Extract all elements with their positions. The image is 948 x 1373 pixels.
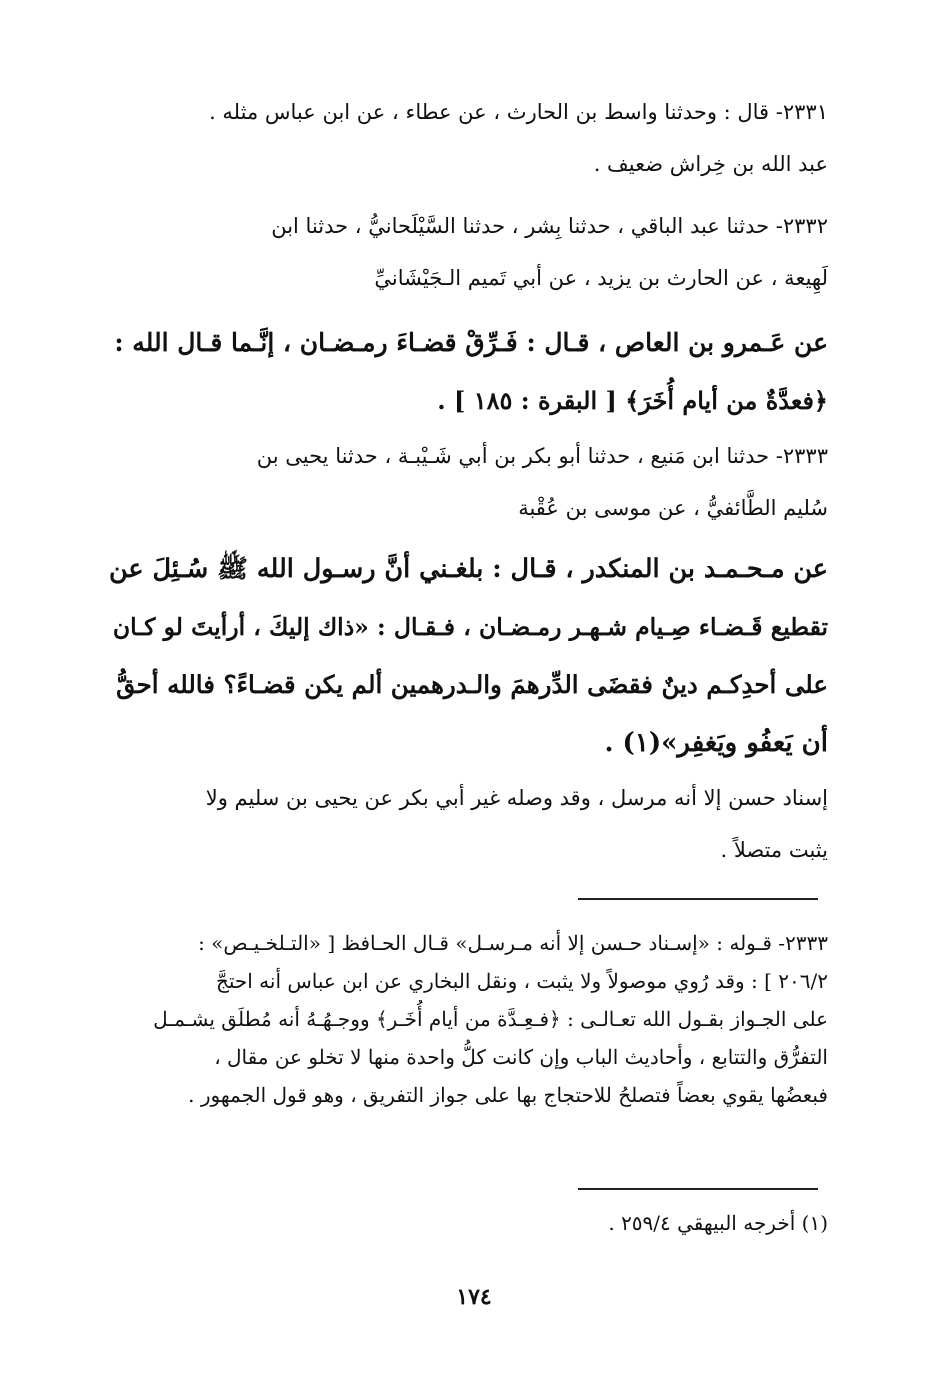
hadith-2333-matn-line-1: عن مـحـمـد بن المنكدر ، قـال : بلغـني أنَّ رسـول الله ﷺ سُـئِلَ عن bbox=[108, 554, 828, 584]
hadith-2333-matn-line-4: أن يَعفُو ويَغفِر»(١) . bbox=[604, 728, 828, 758]
hadith-2333-matn bbox=[105, 540, 828, 772]
hadith-2331-note: عبد الله بن خِراش ضعيف . bbox=[593, 152, 828, 176]
hadith-2332-matn bbox=[105, 314, 828, 430]
footnote-separator bbox=[578, 1188, 818, 1190]
commentary bbox=[105, 924, 828, 1114]
hadith-2331 bbox=[105, 86, 828, 190]
commentary-separator bbox=[578, 898, 818, 900]
commentary-line-2: ٢٠٦/٢ ] : وقد رُوي موصولاً ولا يثبت ، ونقل البخاري عن ابن عباس أنه احتجَّ bbox=[215, 969, 828, 993]
footnote bbox=[105, 1204, 828, 1242]
hadith-2333-isnad-line-2: سُليم الطَّائفيُّ ، عن موسى بن عُقْبة bbox=[518, 496, 828, 520]
commentary-line-5: فبعضُها يقوي بعضاً فتصلحُ للاحتجاج بها على جواز التفريق ، وهو قول الجمهور . bbox=[188, 1083, 828, 1107]
hadith-2331-line: ٢٣٣١- قال : وحدثنا واسط بن الحارث ، عن عطاء ، عن ابن عباس مثله . bbox=[209, 100, 828, 124]
hadith-2332-matn-line-1: عن عَـمرو بن العاص ، قـال : فَـرِّقْ قضـاءَ رمـضـان ، إنَّـما قـال الله : bbox=[114, 328, 828, 357]
page-number: ١٧٤ bbox=[456, 1284, 492, 1310]
hadith-2333-grading-line-2: يثبت متصلاً . bbox=[720, 838, 828, 862]
commentary-line-3: على الجـواز بقـول الله تعـالـى : ﴿فـعِـدَّة من أيام أُخَـر﴾ ووجـهُـهُ أنه مُطلَق يشـمـل bbox=[153, 1007, 828, 1031]
hadith-2333-matn-line-2: تقطيع قَـضـاء صِـيام شـهـر رمـضـان ، فـقـال : «ذاك إليكَ ، أرأيتَ لو كـان bbox=[112, 613, 828, 641]
hadith-2333-grading bbox=[105, 772, 828, 876]
hadith-2332-isnad-line-1: ٢٣٣٢- حدثنا عبد الباقي ، حدثنا بِشر ، حدثنا السَّيْلَحانيُّ ، حدثنا ابن bbox=[271, 214, 828, 238]
hadith-2332-matn-line-2: ﴿فعدَّةٌ من أيام أُخَرَ﴾ [ البقرة : ١٨٥ ] . bbox=[437, 386, 828, 415]
footnote-text: (١) أخرجه البيهقي ٢٥٩/٤ . bbox=[608, 1211, 828, 1235]
hadith-2333-grading-line-1: إسناد حسن إلا أنه مرسل ، وقد وصله غير أبي بكر عن يحيى بن سليم ولا bbox=[205, 786, 828, 810]
hadith-2333-matn-line-3: على أحدِكـم دينٌ فقضَى الدِّرهمَ والـدرهمين ألم يكن قضـاءً؟ فالله أحقُّ bbox=[116, 670, 828, 699]
hadith-2333-isnad-line-1: ٢٣٣٣- حدثنا ابن مَنيع ، حدثنا أبو بكر بن أبي شَـيْبـة ، حدثنا يحيى بن bbox=[256, 444, 828, 468]
hadith-2333-isnad bbox=[105, 430, 828, 534]
commentary-line-4: التفرُّق والتتابع ، وأحاديث الباب وإن كانت كلُّ واحدة منها لا تخلو عن مقال ، bbox=[214, 1045, 828, 1069]
commentary-line-1: ٢٣٣٣- قـوله : «إسـناد حـسن إلا أنه مـرسـل» قـال الحـافظ [ «التـلخـيـص» : bbox=[198, 931, 828, 955]
hadith-2332-isnad bbox=[105, 200, 828, 304]
hadith-2332-isnad-line-2: لَهِيعة ، عن الحارث بن يزيد ، عن أبي تَميم الـجَيْشَانيِّ bbox=[374, 266, 828, 290]
